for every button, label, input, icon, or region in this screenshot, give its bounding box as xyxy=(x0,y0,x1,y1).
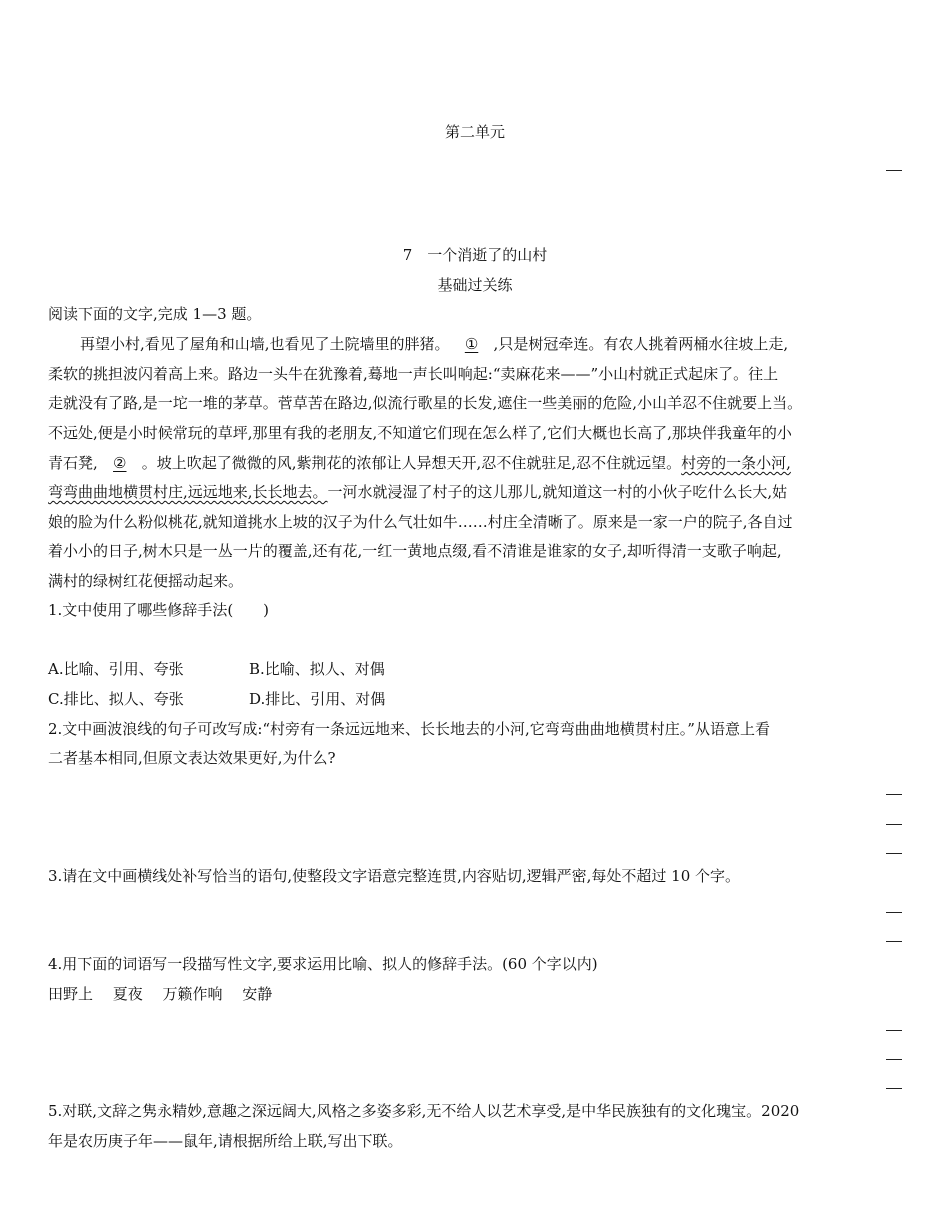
answer-line xyxy=(886,794,902,795)
option-a: A.比喻、引用、夸张 xyxy=(48,660,184,678)
answer-line xyxy=(886,941,902,942)
unit-title: 第二单元 xyxy=(444,123,505,141)
option-b: B.比喻、拟人、对偶 xyxy=(249,660,385,678)
option-c: C.排比、拟人、夸张 xyxy=(48,690,184,708)
question-2-line: 二者基本相同,但原文表达效果更好,为什么? xyxy=(48,749,336,767)
passage-line: 不远处,便是小时候常玩的草坪,那里有我的老朋友,不知道它们现在怎么样了,它们大概也长高了,那块伴我童年的小 xyxy=(48,424,792,442)
passage-text: 再望小村,看见了屋角和山墙,也看见了土院墙里的胖猪。 xyxy=(80,335,450,353)
lesson-title: 7 一个消逝了的山村 xyxy=(402,246,548,264)
question-1-stem: 1.文中使用了哪些修辞手法( ) xyxy=(48,601,270,619)
passage-text: 青石凳, xyxy=(48,454,98,472)
question-4-line: 4.用下面的词语写一段描写性文字,要求运用比喻、拟人的修辞手法。(60 个字以内) xyxy=(48,955,598,973)
instruction: 阅读下面的文字,完成 1—3 题。 xyxy=(48,305,262,323)
passage-line xyxy=(48,482,787,502)
section-title: 基础过关练 xyxy=(437,276,513,294)
passage-line: 走就没有了路,是一坨一堆的茅草。菅草苦在路边,似流行歌星的长发,遮住一些美丽的危险,小山羊忍不住就要上当。 xyxy=(48,394,803,412)
question-4-words: 田野上 夏夜 万籁作响 安静 xyxy=(48,985,273,1003)
passage-text: ,只是树冠牵连。有农人挑着两桶水往坡上走, xyxy=(493,335,789,353)
answer-line xyxy=(886,824,902,825)
passage-text: 一河水就浸湿了村子的这儿那儿,就知道这一村的小伙子吃什么长大,姑 xyxy=(327,483,788,501)
passage-line xyxy=(48,453,791,473)
answer-line xyxy=(886,1030,902,1031)
passage-text: 。坡上吹起了微微的风,紫荆花的浓郁让人异想天开,忍不住就驻足,忍不住就远望。 xyxy=(141,454,682,472)
answer-line xyxy=(886,853,902,854)
answer-line xyxy=(886,912,902,913)
question-2-line: 2.文中画波浪线的句子可改写成:“村旁有一条远远地来、长长地去的小河,它弯弯曲曲地横贯村庄。”从语意上看 xyxy=(48,720,770,738)
wavy-underlined-sentence: 村旁的一条小河, xyxy=(681,454,791,472)
passage-line: 柔软的挑担波闪着高上来。路边一头牛在犹豫着,蓦地一声长叫响起:“卖麻花来——”小山村就正式起床了。往上 xyxy=(48,365,779,383)
answer-line xyxy=(886,170,902,171)
answer-line xyxy=(886,1088,902,1089)
fill-blank-2: ② xyxy=(113,454,127,472)
answer-line xyxy=(886,1059,902,1060)
question-5-line: 年是农历庚子年——鼠年,请根据所给上联,写出下联。 xyxy=(48,1132,403,1150)
passage-line: 娘的脸为什么粉似桃花,就知道挑水上坡的汉子为什么气壮如牛……村庄全清晰了。原来是一家一户的院子,各自过 xyxy=(48,513,793,531)
fill-blank-1: ① xyxy=(464,335,479,353)
question-3-line: 3.请在文中画横线处补写恰当的语句,使整段文字语意完整连贯,内容贴切,逻辑严密,每处不超过 10 个字。 xyxy=(48,867,741,885)
option-d: D.排比、引用、对偶 xyxy=(249,690,386,708)
wavy-underlined-sentence: 弯弯曲曲地横贯村庄,远远地来,长长地去。 xyxy=(48,483,328,501)
passage-line: 着小小的日子,树木只是一丛一片的覆盖,还有花,一红一黄地点缀,看不清谁是谁家的女子,却听得清一支歌子响起, xyxy=(48,542,782,560)
question-5-line: 5.对联,文辞之隽永精妙,意趣之深远阔大,风格之多姿多彩,无不给人以艺术享受,是中华民族独有的文化瑰宝。2020 xyxy=(48,1102,800,1120)
passage-line xyxy=(80,334,788,354)
passage-line: 满村的绿树红花便摇动起来。 xyxy=(48,572,244,590)
